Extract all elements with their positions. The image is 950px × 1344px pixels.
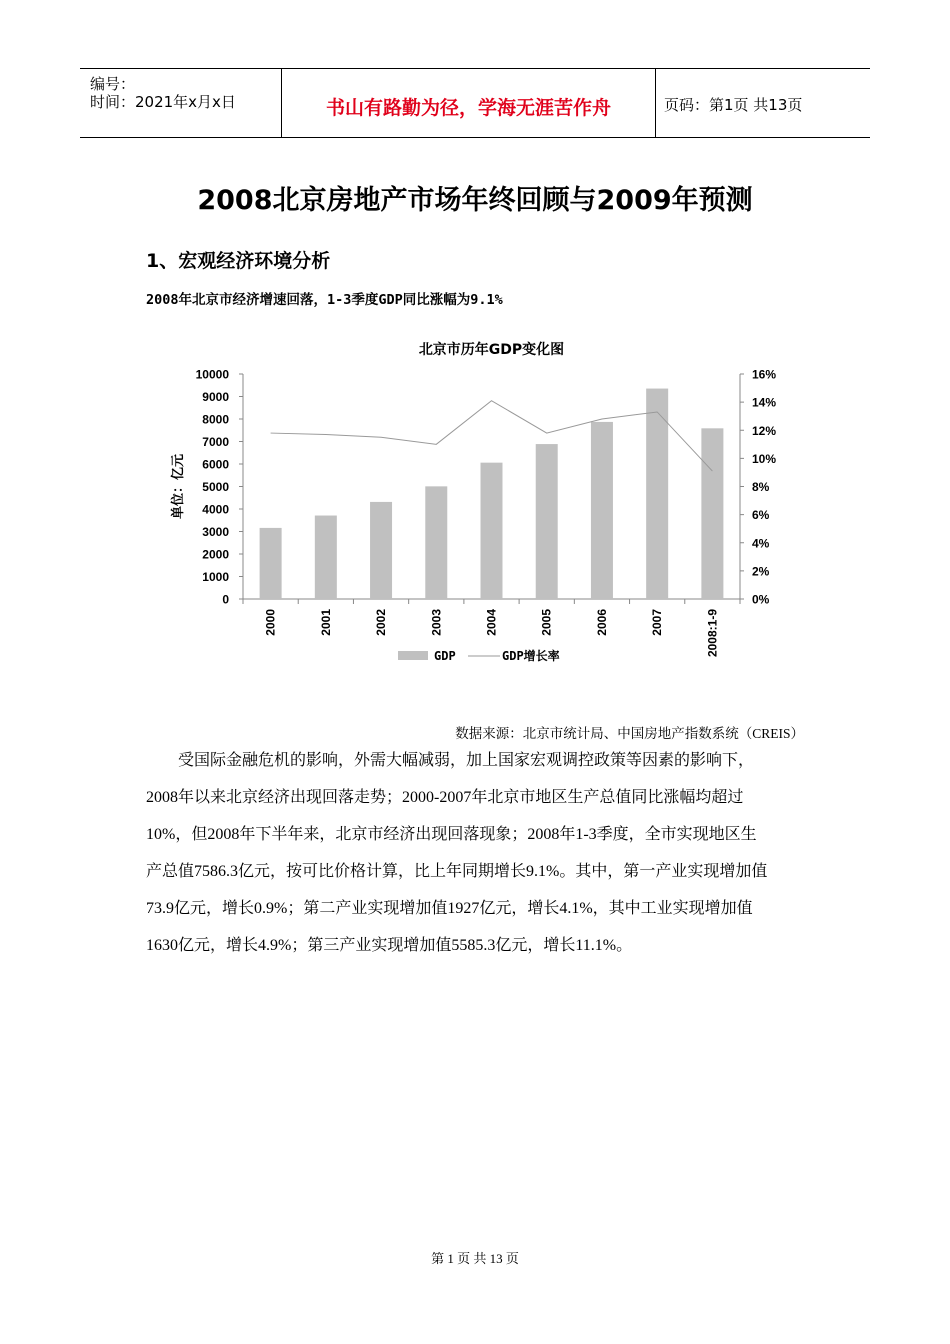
y-tick-label: 8000 bbox=[202, 412, 229, 427]
y2-tick-label: 8% bbox=[752, 480, 770, 494]
x-tick-label: 2004 bbox=[484, 609, 499, 636]
y2-tick-label: 4% bbox=[752, 536, 770, 551]
gdp-bar bbox=[370, 502, 392, 599]
time-label: 时间：2021年x月x日 bbox=[90, 93, 236, 111]
y-tick-label: 4000 bbox=[202, 502, 229, 517]
y-tick-label: 3000 bbox=[202, 525, 229, 539]
x-tick-label: 2006 bbox=[594, 609, 609, 636]
gdp-chart bbox=[150, 330, 800, 675]
body-paragraph bbox=[146, 742, 810, 964]
legend-gdp-swatch bbox=[398, 651, 428, 660]
chart-title: 北京市历年GDP变化图 bbox=[418, 342, 565, 358]
y-tick-label: 1000 bbox=[202, 570, 229, 584]
gdp-bar bbox=[260, 528, 282, 599]
paragraph-line: 产总值7586.3亿元，按可比价格计算，比上年同期增长9.1%。其中，第一产业实现增加值 bbox=[146, 863, 768, 880]
y2-tick-label: 14% bbox=[752, 395, 777, 410]
y-tick-label: 7000 bbox=[202, 435, 229, 449]
gdp-bar bbox=[481, 463, 503, 599]
header-page-cell bbox=[656, 69, 870, 137]
gdp-bar bbox=[315, 516, 337, 599]
y-tick-label: 9000 bbox=[202, 390, 229, 404]
subheading: 2008年北京市经济增速回落，1-3季度GDP同比涨幅为9.1% bbox=[146, 292, 503, 308]
y2-tick-label: 16% bbox=[752, 367, 777, 382]
y2-tick-label: 12% bbox=[752, 423, 777, 438]
gdp-bar bbox=[591, 422, 613, 599]
legend-gdp-label: GDP bbox=[434, 649, 456, 663]
gdp-bar bbox=[536, 444, 558, 599]
header-table bbox=[80, 68, 870, 138]
gdp-bar bbox=[701, 428, 723, 599]
header-motto-cell bbox=[282, 69, 656, 137]
section-heading: 1、宏观经济环境分析 bbox=[146, 250, 331, 272]
y-tick-label: 5000 bbox=[202, 480, 229, 494]
page-footer: 第 1 页 共 13 页 bbox=[431, 1251, 519, 1266]
paragraph-line: 2008年以来北京经济出现回落走势；2000-2007年北京市地区生产总值同比涨幅均超过 bbox=[146, 789, 744, 806]
y2-tick-label: 2% bbox=[752, 564, 770, 579]
paragraph-line: 1630亿元，增长4.9%；第三产业实现增加值5585.3亿元，增长11.1%。 bbox=[146, 937, 633, 954]
paragraph-line: 73.9亿元，增长0.9%；第二产业实现增加值1927亿元，增长4.1%，其中工业实现增加值 bbox=[146, 900, 753, 917]
y-tick-label: 2000 bbox=[202, 547, 229, 562]
page-label: 页码：第1页 共13页 bbox=[664, 96, 803, 114]
y-tick-label: 10000 bbox=[195, 367, 229, 382]
x-tick-label: 2002 bbox=[374, 609, 389, 636]
y2-tick-label: 0% bbox=[752, 592, 770, 607]
number-label: 编号： bbox=[90, 75, 136, 93]
y-tick-label: 0 bbox=[222, 592, 229, 607]
gdp-growth-line bbox=[271, 401, 713, 471]
y-tick-label: 6000 bbox=[202, 457, 229, 472]
paragraph-line: 10%，但2008年下半年来，北京市经济出现回落现象；2008年1-3季度，全市实现地区生 bbox=[146, 826, 757, 843]
motto: 书山有路勤为径，学海无涯苦作舟 bbox=[325, 97, 611, 119]
document-title: 2008北京房地产市场年终回顾与2009年预测 bbox=[197, 185, 753, 216]
source-note: 数据来源：北京市统计局、中国房地产指数系统（CREIS） bbox=[455, 726, 804, 741]
x-tick-label: 2000 bbox=[263, 609, 278, 636]
header-info-cell bbox=[80, 69, 282, 137]
x-tick-label: 2005 bbox=[539, 609, 554, 636]
x-tick-label: 2007 bbox=[650, 609, 665, 636]
gdp-bar bbox=[425, 486, 447, 599]
y2-tick-label: 10% bbox=[752, 451, 777, 466]
x-tick-label: 2008:1-9 bbox=[705, 609, 720, 658]
legend-growth-label: GDP增长率 bbox=[502, 649, 560, 663]
x-tick-label: 2001 bbox=[318, 609, 333, 636]
y-axis-label: 单位：亿元 bbox=[171, 453, 186, 520]
paragraph-line: 受国际金融危机的影响，外需大幅减弱，加上国家宏观调控政策等因素的影响下， bbox=[178, 752, 755, 769]
x-tick-label: 2003 bbox=[429, 609, 444, 636]
y2-tick-label: 6% bbox=[752, 508, 770, 523]
